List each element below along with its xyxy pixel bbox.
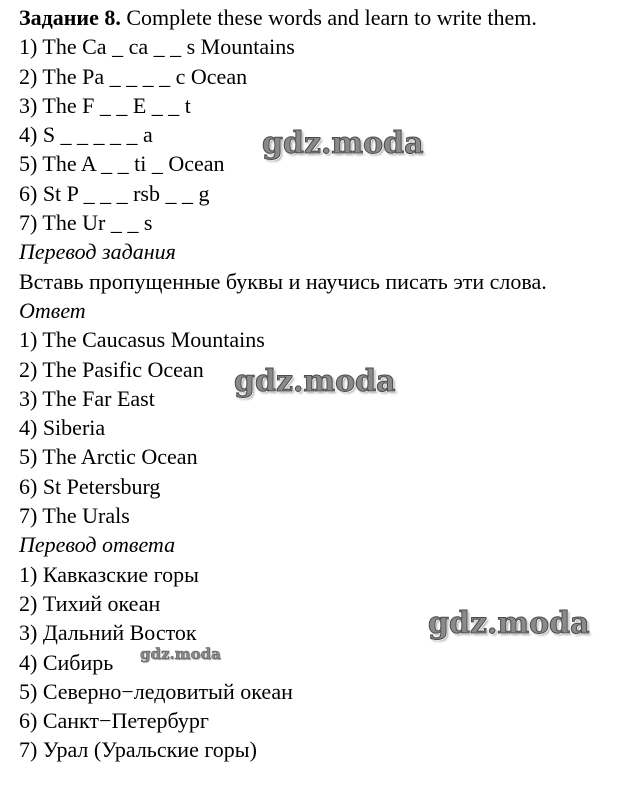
translation-answer-item-4: 4) Сибирь <box>19 649 114 675</box>
answer-item-3: 3) The Far East <box>19 385 155 411</box>
task-item-4: 4) S _ _ _ _ _ a <box>19 122 153 148</box>
task-label: Задание 8. <box>19 5 121 30</box>
task-item-6: 6) St P _ _ _ rsb _ _ g <box>19 180 210 206</box>
translation-answer-item-7: 7) Урал (Уральские горы) <box>19 737 257 763</box>
answer-heading: Ответ <box>19 297 86 323</box>
task-item-7: 7) The Ur _ _ s <box>19 210 153 236</box>
task-item-3: 3) The F _ _ E _ _ t <box>19 92 191 118</box>
task-item-5: 5) The A _ _ ti _ Ocean <box>19 151 225 177</box>
translation-answer-heading: Перевод ответа <box>19 532 176 558</box>
watermark-4: gdz.moda <box>140 645 221 663</box>
answer-item-6: 6) St Petersburg <box>19 473 161 499</box>
task-title <box>19 3 634 32</box>
watermark-3: gdz.moda <box>428 606 590 641</box>
translation-answer-item-2: 2) Тихий океан <box>19 590 161 616</box>
translation-answer-item-1: 1) Кавказские горы <box>19 561 199 587</box>
translation-answer-item-5: 5) Северно−ледовитый океан <box>19 678 293 704</box>
watermark-1: gdz.moda <box>262 126 424 161</box>
answer-item-4: 4) Siberia <box>19 415 106 441</box>
answer-item-5: 5) The Arctic Ocean <box>19 444 198 470</box>
task-item-1: 1) The Ca _ ca _ _ s Mountains <box>19 34 295 60</box>
task-item-2: 2) The Pa _ _ _ _ c Ocean <box>19 63 248 89</box>
watermark-2: gdz.moda <box>234 364 396 399</box>
translation-task-text: Вставь пропущенные буквы и научись писать эти слова. <box>19 268 547 294</box>
answer-item-2: 2) The Pasific Ocean <box>19 356 204 382</box>
task-instruction: Complete these words and learn to write them. <box>126 5 537 30</box>
answer-item-1: 1) The Caucasus Mountains <box>19 327 265 353</box>
translation-answer-item-3: 3) Дальний Восток <box>19 620 197 646</box>
translation-answer-item-6: 6) Санкт−Петербург <box>19 708 209 734</box>
translation-task-heading: Перевод задания <box>19 239 176 265</box>
answer-item-7: 7) The Urals <box>19 503 130 529</box>
